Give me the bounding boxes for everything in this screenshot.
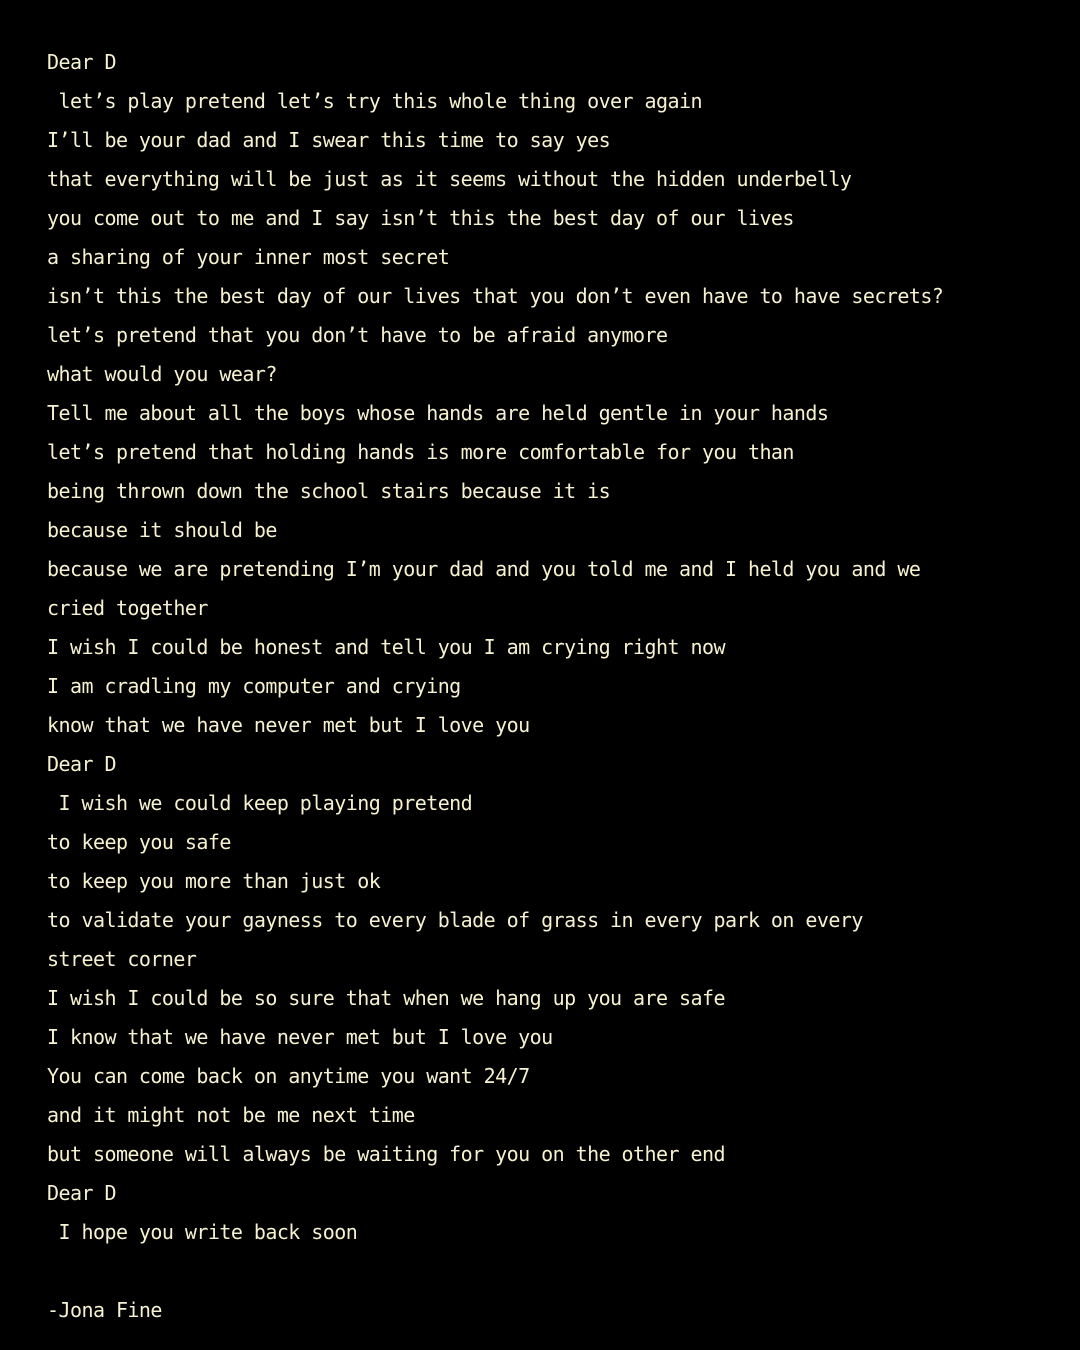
poem-line: being thrown down the school stairs because it is xyxy=(47,479,611,503)
poem-line: let’s pretend that you don’t have to be afraid anymore xyxy=(47,323,668,347)
poem-line: I’ll be your dad and I swear this time to say yes xyxy=(47,128,611,152)
stanza-spacer xyxy=(47,1252,1067,1291)
poem-line: what would you wear? xyxy=(47,362,277,386)
poem-line: to keep you safe xyxy=(47,830,231,854)
poem-line: Dear D xyxy=(47,1181,116,1205)
poem-line: cried together xyxy=(47,596,208,620)
poem-line: isn’t this the best day of our lives that you don’t even have to have secrets? xyxy=(47,284,944,308)
poem-line: I am cradling my computer and crying xyxy=(47,674,461,698)
poem-line: you come out to me and I say isn’t this the best day of our lives xyxy=(47,206,794,230)
poem-line: a sharing of your inner most secret xyxy=(47,245,450,269)
poem-line: but someone will always be waiting for you on the other end xyxy=(47,1142,725,1166)
poem-body xyxy=(47,43,1067,1330)
poem-line: to validate your gayness to every blade of grass in every park on every xyxy=(47,908,863,932)
poem-line: street corner xyxy=(47,947,197,971)
poem-line: that everything will be just as it seems without the hidden underbelly xyxy=(47,167,852,191)
poem-line: I know that we have never met but I love you xyxy=(47,1025,553,1049)
poem-line: let’s pretend that holding hands is more comfortable for you than xyxy=(47,440,794,464)
poem-line: Tell me about all the boys whose hands are held gentle in your hands xyxy=(47,401,829,425)
poem-line: Dear D xyxy=(47,752,116,776)
poem-line: You can come back on anytime you want 24/7 xyxy=(47,1064,530,1088)
poem-line: know that we have never met but I love you xyxy=(47,713,530,737)
poem-line: I wish I could be honest and tell you I am crying right now xyxy=(47,635,725,659)
poem-line: I hope you write back soon xyxy=(47,1220,358,1244)
poem-line: and it might not be me next time xyxy=(47,1103,415,1127)
poem-line: let’s play pretend let’s try this whole thing over again xyxy=(47,89,702,113)
poem-line: Dear D xyxy=(47,50,116,74)
poem-line: I wish we could keep playing pretend xyxy=(47,791,473,815)
poem-line: because we are pretending I’m your dad and you told me and I held you and we xyxy=(47,557,921,581)
author-signature: -Jona Fine xyxy=(47,1298,162,1322)
poem-line: because it should be xyxy=(47,518,277,542)
poem-line: I wish I could be so sure that when we hang up you are safe xyxy=(47,986,725,1010)
poem-line: to keep you more than just ok xyxy=(47,869,381,893)
